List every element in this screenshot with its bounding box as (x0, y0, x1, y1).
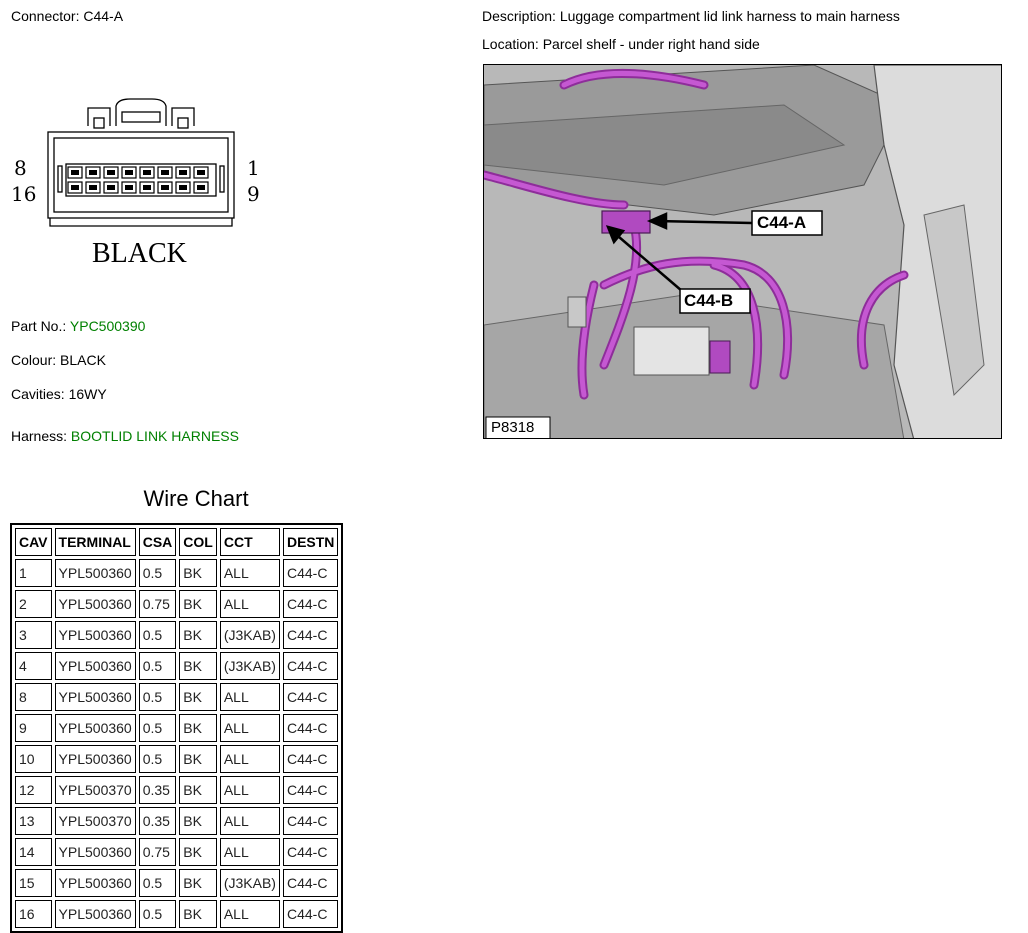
cell-cct: ALL (220, 838, 280, 866)
location-label: Location: (482, 36, 539, 52)
table-row (15, 807, 338, 835)
photo-reference: P8318 (491, 419, 535, 436)
cell-cct: ALL (220, 776, 280, 804)
harness-link[interactable]: BOOTLID LINK HARNESS (70, 428, 239, 444)
table-row (15, 683, 338, 711)
cell-cav: 16 (15, 900, 52, 928)
cell-csa: 0.75 (139, 838, 177, 866)
harness-line (11, 428, 239, 444)
cell-col: BK (179, 714, 217, 742)
cell-cct: (J3KAB) (220, 621, 280, 649)
cell-cct: ALL (220, 900, 280, 928)
wire-chart-title: Wire Chart (143, 486, 249, 511)
cell-col: BK (179, 559, 217, 587)
cell-cav: 4 (15, 652, 52, 680)
cell-csa: 0.5 (139, 900, 177, 928)
location-value: Parcel shelf - under right hand side (542, 36, 760, 52)
header-csa: CSA (139, 528, 177, 556)
cell-cav: 10 (15, 745, 52, 773)
pin-label-1: 1 (247, 156, 260, 180)
header-terminal: TERMINAL (55, 528, 136, 556)
description-line (482, 8, 900, 24)
cell-terminal: YPL500360 (55, 900, 136, 928)
colour-line (11, 352, 106, 368)
colour-value: BLACK (60, 352, 106, 368)
cell-csa: 0.5 (139, 714, 177, 742)
cell-destn: C44-C (283, 590, 338, 618)
cell-destn: C44-C (283, 776, 338, 804)
cell-terminal: YPL500360 (55, 714, 136, 742)
table-row (15, 559, 338, 587)
wire-chart-body (15, 559, 338, 928)
cell-terminal: YPL500360 (55, 683, 136, 711)
header-cct: CCT (220, 528, 280, 556)
cell-destn: C44-C (283, 683, 338, 711)
cell-cct: ALL (220, 559, 280, 587)
cell-destn: C44-C (283, 621, 338, 649)
cell-destn: C44-C (283, 652, 338, 680)
table-row (15, 652, 338, 680)
cell-cav: 1 (15, 559, 52, 587)
cell-col: BK (179, 776, 217, 804)
location-line (482, 36, 760, 52)
cell-cct: (J3KAB) (220, 652, 280, 680)
cell-destn: C44-C (283, 559, 338, 587)
table-row (15, 838, 338, 866)
cell-terminal: YPL500370 (55, 807, 136, 835)
cell-cav: 12 (15, 776, 52, 804)
cell-cav: 13 (15, 807, 52, 835)
description-value: Luggage compartment lid link harness to main harness (559, 8, 900, 24)
cell-csa: 0.5 (139, 869, 177, 897)
cell-cct: ALL (220, 590, 280, 618)
cell-cav: 14 (15, 838, 52, 866)
table-row (15, 714, 338, 742)
pin-label-16: 16 (11, 182, 37, 206)
callout-c44-a: C44-A (757, 213, 807, 232)
cavities-value: 16WY (68, 386, 107, 402)
cell-csa: 0.35 (139, 776, 177, 804)
cell-csa: 0.5 (139, 683, 177, 711)
cell-destn: C44-C (283, 869, 338, 897)
cell-terminal: YPL500360 (55, 869, 136, 897)
cavities-label: Cavities: (11, 386, 65, 402)
cell-csa: 0.5 (139, 559, 177, 587)
cell-col: BK (179, 807, 217, 835)
cell-terminal: YPL500360 (55, 652, 136, 680)
cell-col: BK (179, 652, 217, 680)
cell-csa: 0.5 (139, 621, 177, 649)
wire-chart-table (10, 523, 343, 933)
cell-terminal: YPL500360 (55, 745, 136, 773)
location-photo (483, 64, 1002, 439)
cell-terminal: YPL500360 (55, 559, 136, 587)
cell-col: BK (179, 745, 217, 773)
cell-col: BK (179, 683, 217, 711)
cell-col: BK (179, 621, 217, 649)
cell-cct: ALL (220, 683, 280, 711)
cell-cct: (J3KAB) (220, 869, 280, 897)
header-col: COL (179, 528, 217, 556)
cell-csa: 0.5 (139, 745, 177, 773)
cell-cav: 3 (15, 621, 52, 649)
pin-label-8: 8 (14, 156, 27, 180)
cell-col: BK (179, 900, 217, 928)
cell-terminal: YPL500360 (55, 621, 136, 649)
harness-label: Harness: (11, 428, 68, 444)
cell-col: BK (179, 838, 217, 866)
table-row (15, 590, 338, 618)
callout-c44-b: C44-B (684, 291, 734, 310)
header-cav: CAV (15, 528, 52, 556)
cell-col: BK (179, 590, 217, 618)
cell-cav: 9 (15, 714, 52, 742)
cell-cct: ALL (220, 745, 280, 773)
part-no-line (11, 318, 145, 334)
part-no-label: Part No.: (11, 318, 67, 334)
cell-destn: C44-C (283, 714, 338, 742)
table-row (15, 869, 338, 897)
connector-label: Connector: (11, 8, 80, 24)
table-row (15, 776, 338, 804)
table-row (15, 745, 338, 773)
cell-csa: 0.75 (139, 590, 177, 618)
cell-cct: ALL (220, 807, 280, 835)
header-destn: DESTN (283, 528, 338, 556)
cell-destn: C44-C (283, 900, 338, 928)
table-row (15, 621, 338, 649)
cell-terminal: YPL500360 (55, 838, 136, 866)
location-photo-svg (484, 65, 1002, 439)
connector-colour-caption: BLACK (92, 238, 187, 269)
cell-destn: C44-C (283, 838, 338, 866)
cell-cav: 15 (15, 869, 52, 897)
table-header-row (15, 528, 338, 556)
pin-label-9: 9 (247, 182, 260, 206)
cell-cct: ALL (220, 714, 280, 742)
cell-destn: C44-C (283, 807, 338, 835)
cell-cav: 8 (15, 683, 52, 711)
cell-destn: C44-C (283, 745, 338, 773)
cell-csa: 0.35 (139, 807, 177, 835)
cell-cav: 2 (15, 590, 52, 618)
colour-label: Colour: (11, 352, 57, 368)
description-label: Description: (482, 8, 556, 24)
cell-csa: 0.5 (139, 652, 177, 680)
cell-terminal: YPL500360 (55, 590, 136, 618)
cell-col: BK (179, 869, 217, 897)
table-row (15, 900, 338, 928)
connector-value: C44-A (83, 8, 124, 24)
cavities-line (11, 386, 107, 402)
connector-line (11, 8, 123, 24)
part-no-link[interactable]: YPC500390 (69, 318, 146, 334)
cell-terminal: YPL500370 (55, 776, 136, 804)
